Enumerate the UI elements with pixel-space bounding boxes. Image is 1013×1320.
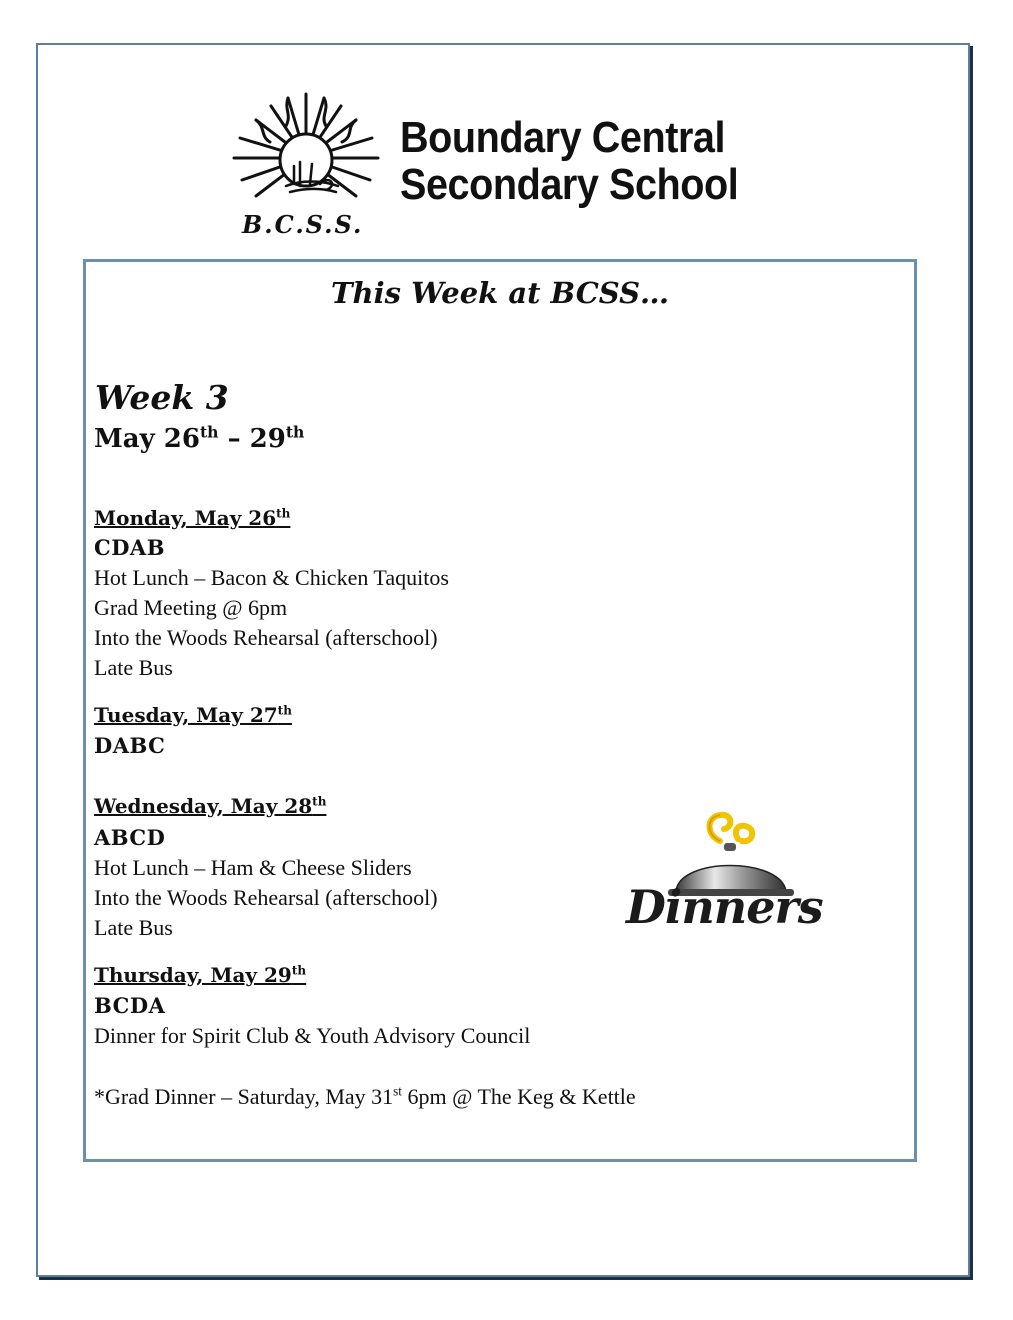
day-date: Monday, May 26 <box>94 506 277 530</box>
day-heading-wednesday <box>94 794 326 818</box>
event-item: Late Bus <box>94 915 173 940</box>
week-date-range <box>94 424 304 454</box>
note-ordinal: st <box>393 1083 402 1099</box>
grad-dinner-note <box>94 1084 636 1110</box>
day-ordinal: th <box>312 794 327 809</box>
event-item: Late Bus <box>94 655 173 680</box>
school-initials: B.C.S.S. <box>242 210 364 239</box>
day-heading-tuesday <box>94 703 292 727</box>
day-ordinal: th <box>276 506 291 521</box>
event-item: Into the Woods Rehearsal (afterschool) <box>94 625 438 650</box>
event-item: Into the Woods Rehearsal (afterschool) <box>94 885 438 910</box>
range-start: May 26 <box>94 424 200 454</box>
day-ordinal: th <box>277 703 292 718</box>
day-date: Wednesday, May 28 <box>94 794 313 818</box>
range-end: – 29 <box>218 424 286 454</box>
range-start-ordinal: th <box>199 422 219 442</box>
day-date: Tuesday, May 27 <box>94 703 278 727</box>
school-name <box>400 114 738 208</box>
day-ordinal: th <box>291 963 307 978</box>
page-title: This Week at BCSS… <box>330 276 670 310</box>
note-text: *Grad Dinner – Saturday, May 31 <box>94 1084 394 1109</box>
dinners-wordmark: Dinners <box>626 880 823 934</box>
school-logo <box>226 88 786 240</box>
school-name-line-2: Secondary School <box>400 160 739 209</box>
event-item: Dinner for Spirit Club & Youth Advisory Council <box>94 1023 531 1048</box>
day-rotation-tuesday: DABC <box>94 733 166 758</box>
event-item: Grad Meeting @ 6pm <box>94 595 288 620</box>
day-rotation-wednesday: ABCD <box>94 825 166 850</box>
day-date: Thursday, May 29 <box>94 963 292 987</box>
day-rotation-monday: CDAB <box>94 535 165 560</box>
day-rotation-thursday: BCDA <box>94 993 166 1018</box>
school-name-line-1: Boundary Central <box>400 113 726 162</box>
day-heading-thursday <box>94 963 306 987</box>
range-end-ordinal: th <box>285 422 305 442</box>
week-title: Week 3 <box>95 378 229 417</box>
note-text-end: 6pm @ The Keg & Kettle <box>401 1084 636 1109</box>
event-item: Hot Lunch – Bacon & Chicken Taquitos <box>94 565 449 590</box>
day-heading-monday <box>94 506 290 530</box>
event-item: Hot Lunch – Ham & Cheese Sliders <box>94 855 412 880</box>
